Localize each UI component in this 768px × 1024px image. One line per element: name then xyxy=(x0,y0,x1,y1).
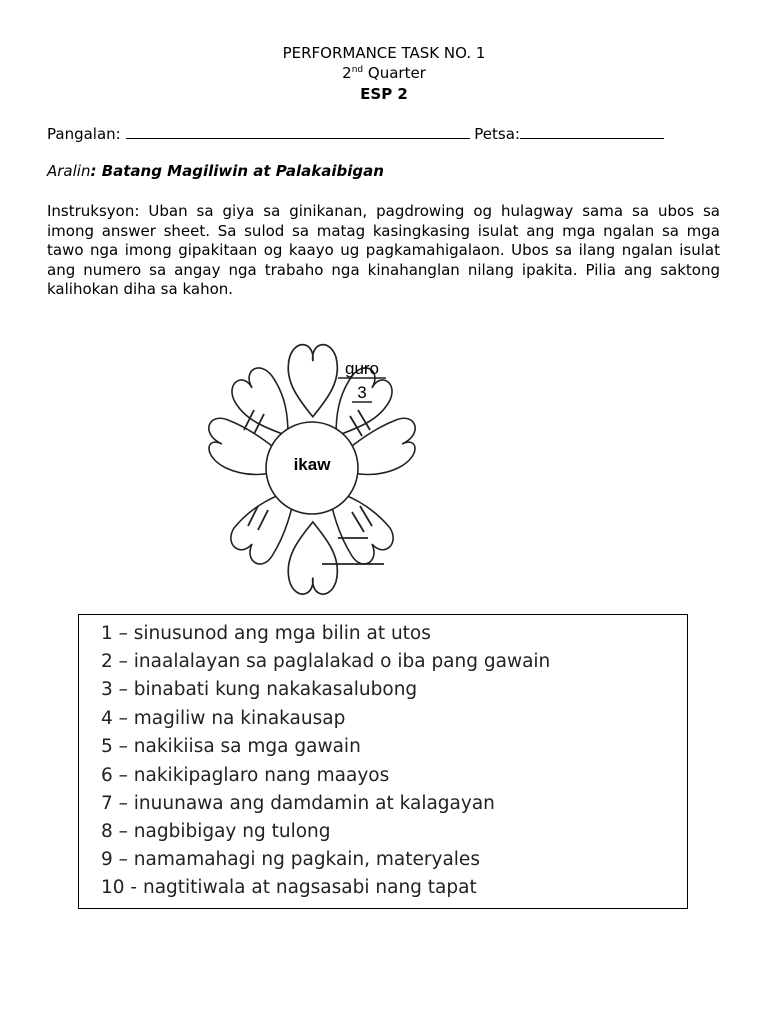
quarter-number: 2 xyxy=(342,64,352,82)
date-blank[interactable] xyxy=(520,124,664,139)
list-item: 2 – inaalalayan sa paglalakad o iba pang gawain xyxy=(101,651,551,672)
name-label: Pangalan: xyxy=(47,125,121,143)
instructions: Instruksyon: Uban sa giya sa ginikanan, pagdrowing og hulagway sama sa ubos sa imong answer sheet. Sa sulod sa matag kasingkasing isulat ang mga ngalan sa mga tawo nga imong gipakitaan og kaayo ug pagkamahigalaon. Ubos sa ilang ngalan isulat ang numero sa angay nga trabaho nga kinahanglan nilang ipakita. Pilia ang saktong kalihokan diha sa kahon. xyxy=(47,202,720,299)
lesson-label: Aralin xyxy=(47,162,91,180)
name-blank[interactable] xyxy=(126,124,470,139)
heart-bottom xyxy=(288,522,337,594)
list-item: 10 - nagtitiwala at nagsasabi nang tapat xyxy=(101,877,477,898)
subject-title: ESP 2 xyxy=(360,85,408,103)
list-item: 8 – nagbibigay ng tulong xyxy=(101,821,331,842)
name-date-row xyxy=(47,124,664,143)
quarter-word: Quarter xyxy=(363,64,426,82)
activity-list-box xyxy=(78,614,688,909)
list-item: 9 – namamahagi ng pagkain, materyales xyxy=(101,849,480,870)
heart-flower-diagram xyxy=(196,338,428,596)
list-item: 1 – sinusunod ang mga bilin at utos xyxy=(101,623,431,644)
heart-top xyxy=(288,345,337,417)
list-item: 5 – nakikiisa sa mga gawain xyxy=(101,736,361,757)
list-item: 3 – binabati kung nakakasalubong xyxy=(101,679,418,700)
lesson-title: : Batang Magiliwin at Palakaibigan xyxy=(90,162,384,180)
lesson-line xyxy=(47,162,384,180)
center-label: ikaw xyxy=(293,455,331,474)
quarter-ordinal: nd xyxy=(351,65,364,75)
list-item: 4 – magiliw na kinakausap xyxy=(101,708,346,729)
example-name: guro xyxy=(344,359,380,378)
quarter-line xyxy=(0,64,768,82)
date-label: Petsa: xyxy=(474,125,520,143)
example-number: 3 xyxy=(357,383,367,402)
list-item: 7 – inuunawa ang damdamin at kalagayan xyxy=(101,793,495,814)
list-item: 6 – nakikipaglaro nang maayos xyxy=(101,765,390,786)
task-title: PERFORMANCE TASK NO. 1 xyxy=(282,44,486,62)
